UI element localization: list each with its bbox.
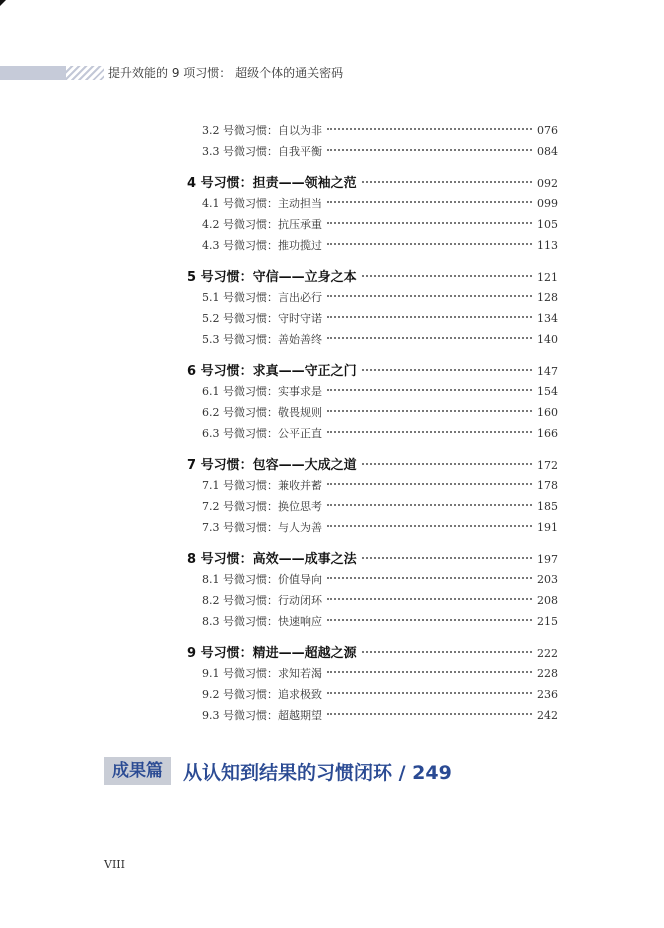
- toc-page-number: 185: [537, 500, 558, 513]
- dot-leader: [327, 148, 532, 151]
- toc-entry-label: 9.3 号微习惯：超越期望: [202, 709, 322, 722]
- toc-entry-label: 4.3 号微习惯：推功揽过: [202, 239, 322, 252]
- running-header: [0, 62, 664, 86]
- toc-chapter-entry[interactable]: [187, 360, 558, 379]
- dot-leader: [327, 503, 532, 506]
- dot-leader: [362, 462, 532, 465]
- toc-subentry[interactable]: [202, 289, 558, 305]
- header-title: 提升效能的 9 项习惯： 超级个体的通关密码: [108, 66, 344, 80]
- toc-subentry[interactable]: [202, 686, 558, 702]
- dot-leader: [327, 336, 532, 339]
- toc-entry-label: 3.2 号微习惯：自以为非: [202, 124, 322, 137]
- toc-entry-label: 5 号习惯：守信——立身之本: [187, 270, 357, 285]
- toc-page-number: 178: [537, 479, 558, 492]
- toc-page-number: 105: [537, 218, 558, 231]
- toc-subentry[interactable]: [202, 613, 558, 629]
- toc-page-number: 134: [537, 312, 558, 325]
- toc-entry-label: 9 号习惯：精进——超越之源: [187, 646, 357, 661]
- toc-chapter-entry[interactable]: [187, 266, 558, 285]
- dot-leader: [327, 388, 532, 391]
- toc-page-number: 154: [537, 385, 558, 398]
- toc-subentry[interactable]: [202, 383, 558, 399]
- toc-page-number: 121: [537, 271, 558, 284]
- dot-leader: [327, 618, 532, 621]
- toc-page-number: 113: [537, 239, 558, 252]
- toc-entry-label: 5.2 号微习惯：守时守诺: [202, 312, 322, 325]
- toc-chapter-entry[interactable]: [187, 548, 558, 567]
- dot-leader: [327, 712, 532, 715]
- toc-subentry[interactable]: [202, 216, 558, 232]
- dot-leader: [362, 180, 532, 183]
- toc-subentry[interactable]: [202, 195, 558, 211]
- dot-leader: [327, 242, 532, 245]
- toc-subentry[interactable]: [202, 237, 558, 253]
- toc-entry-label: 6.2 号微习惯：敬畏规则: [202, 406, 322, 419]
- toc-entry-label: 6.1 号微习惯：实事求是: [202, 385, 322, 398]
- toc-entry-label: 8 号习惯：高效——成事之法: [187, 552, 357, 567]
- toc-subentry[interactable]: [202, 571, 558, 587]
- dot-leader: [327, 670, 532, 673]
- toc-page-number: 222: [537, 647, 558, 660]
- toc-page-number: 140: [537, 333, 558, 346]
- header-bar-decoration: [0, 66, 66, 80]
- toc-subentry[interactable]: [202, 425, 558, 441]
- toc-entry-label: 6 号习惯：求真——守正之门: [187, 364, 357, 379]
- toc-page-number: 197: [537, 553, 558, 566]
- dot-leader: [327, 597, 532, 600]
- toc-entry-label: 9.2 号微习惯：追求极致: [202, 688, 322, 701]
- dot-leader: [327, 482, 532, 485]
- toc-chapter-entry[interactable]: [187, 172, 558, 191]
- dot-leader: [327, 127, 532, 130]
- dot-leader: [362, 650, 532, 653]
- toc-entry-label: 7.1 号微习惯：兼收并蓄: [202, 479, 322, 492]
- toc-page-number: 084: [537, 145, 558, 158]
- toc-chapter-entry[interactable]: [187, 454, 558, 473]
- toc-entry-label: 7.3 号微习惯：与人为善: [202, 521, 322, 534]
- toc-entry-label: 8.2 号微习惯：行动闭环: [202, 594, 322, 607]
- part-title[interactable]: 从认知到结果的习惯闭环 / 249: [183, 761, 452, 784]
- toc-entry-label: 8.1 号微习惯：价值导向: [202, 573, 322, 586]
- dot-leader: [327, 315, 532, 318]
- toc-page-number: 236: [537, 688, 558, 701]
- part-badge: 成果篇: [104, 757, 171, 785]
- toc-entry-label: 4.2 号微习惯：抗压承重: [202, 218, 322, 231]
- toc-page-number: 092: [537, 177, 558, 190]
- dot-leader: [327, 430, 532, 433]
- toc-entry-label: 6.3 号微习惯：公平正直: [202, 427, 322, 440]
- toc-subentry[interactable]: [202, 498, 558, 514]
- dot-leader: [327, 524, 532, 527]
- toc-entry-label: 5.1 号微习惯：言出必行: [202, 291, 322, 304]
- toc-page-number: 128: [537, 291, 558, 304]
- toc-page-number: 215: [537, 615, 558, 628]
- crop-mark: [0, 0, 6, 6]
- toc-entry-label: 9.1 号微习惯：求知若渴: [202, 667, 322, 680]
- dot-leader: [327, 409, 532, 412]
- dot-leader: [362, 368, 532, 371]
- toc-page-number: 166: [537, 427, 558, 440]
- toc-page-number: 228: [537, 667, 558, 680]
- toc-entry-label: 8.3 号微习惯：快速响应: [202, 615, 322, 628]
- dot-leader: [327, 294, 532, 297]
- toc-chapter-entry[interactable]: [187, 642, 558, 661]
- toc-subentry[interactable]: [202, 310, 558, 326]
- toc-subentry[interactable]: [202, 477, 558, 493]
- toc-page-number: 147: [537, 365, 558, 378]
- toc-page-number: 160: [537, 406, 558, 419]
- toc-subentry[interactable]: [202, 331, 558, 347]
- toc-entry-label: 4.1 号微习惯：主动担当: [202, 197, 322, 210]
- dot-leader: [327, 221, 532, 224]
- part-heading: [104, 758, 452, 784]
- toc-subentry[interactable]: [202, 592, 558, 608]
- toc-subentry[interactable]: [202, 707, 558, 723]
- dot-leader: [327, 576, 532, 579]
- toc-subentry[interactable]: [202, 143, 558, 159]
- toc-page-number: 203: [537, 573, 558, 586]
- dot-leader: [362, 274, 532, 277]
- toc-subentry[interactable]: [202, 404, 558, 420]
- dot-leader: [362, 556, 532, 559]
- toc-entry-label: 4 号习惯：担责——领袖之范: [187, 176, 357, 191]
- toc-entry-label: 5.3 号微习惯：善始善终: [202, 333, 322, 346]
- dot-leader: [327, 200, 532, 203]
- toc-page-number: 099: [537, 197, 558, 210]
- toc-page-number: 076: [537, 124, 558, 137]
- toc-page-number: 172: [537, 459, 558, 472]
- toc-page-number: 208: [537, 594, 558, 607]
- dot-leader: [327, 691, 532, 694]
- toc-entry-label: 7 号习惯：包容——大成之道: [187, 458, 357, 473]
- toc-page-number: 191: [537, 521, 558, 534]
- page-number: VIII: [104, 858, 125, 871]
- toc-subentry[interactable]: [202, 519, 558, 535]
- toc-subentry[interactable]: [202, 122, 558, 138]
- toc-entry-label: 7.2 号微习惯：换位思考: [202, 500, 322, 513]
- toc-subentry[interactable]: [202, 665, 558, 681]
- toc-entry-label: 3.3 号微习惯：自我平衡: [202, 145, 322, 158]
- toc-page-number: 242: [537, 709, 558, 722]
